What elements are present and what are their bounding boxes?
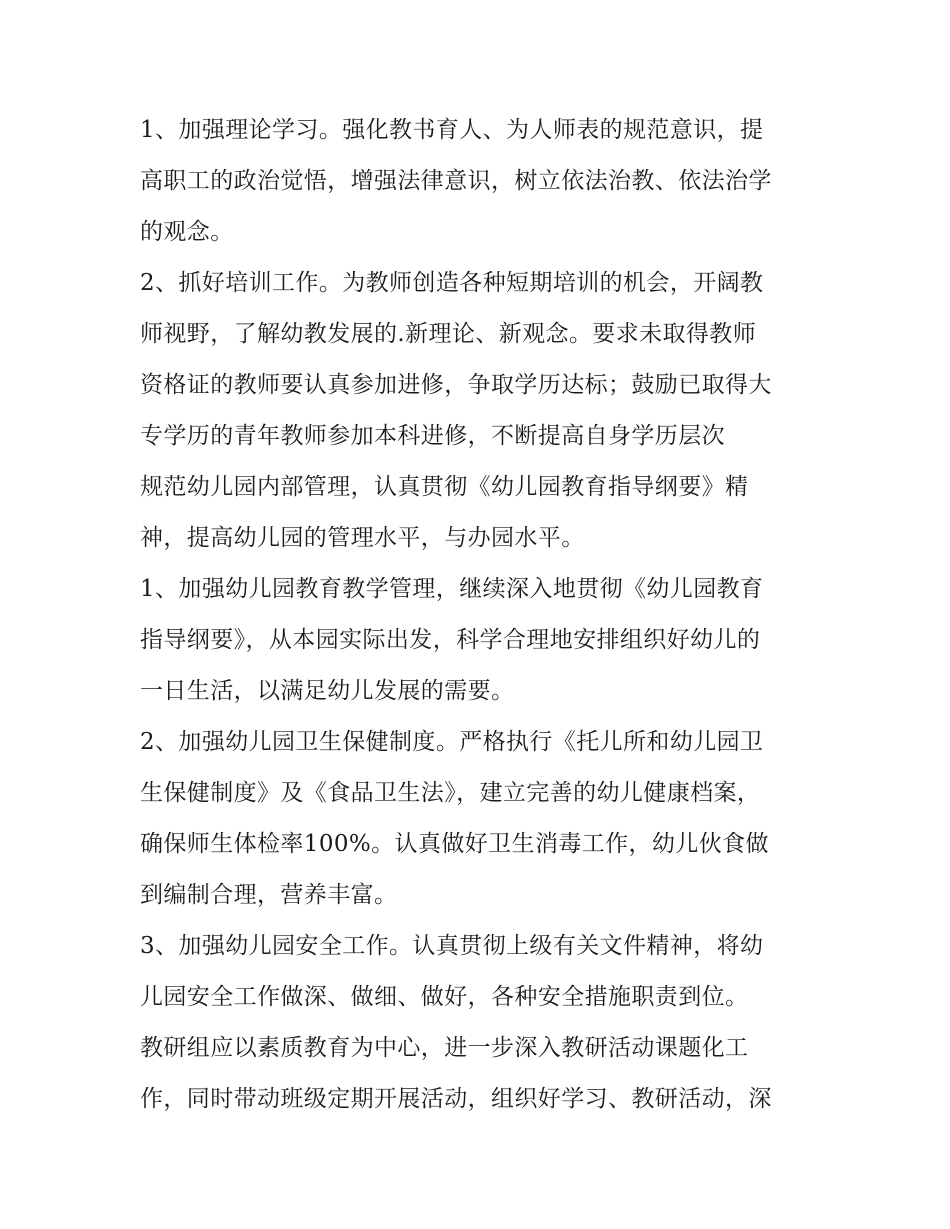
text-line: 儿园安全工作做深、做细、做好，各种安全措施职责到位。 xyxy=(140,984,749,1010)
text-line: 3、加强幼儿园安全工作。认真贯彻上级有关文件精神，将幼 xyxy=(140,933,764,959)
text-line: 资格证的教师要认真参加进修，争取学历达标；鼓励已取得大 xyxy=(140,372,772,398)
document-body xyxy=(140,105,820,1125)
text-line: 生保健制度》及《食品卫生法》，建立完善的幼儿健康档案， xyxy=(140,780,761,806)
text-line: 专学历的青年教师参加本科进修，不断提高自身学历层次 xyxy=(140,423,725,449)
text-line: 师视野，了解幼教发展的.新理论、新观念。要求未取得教师 xyxy=(140,321,757,347)
text-line: 2、加强幼儿园卫生保健制度。严格执行《托儿所和幼儿园卫 xyxy=(140,729,764,755)
text-line: 的观念。 xyxy=(140,219,234,245)
text-line: 规范幼儿园内部管理，认真贯彻《幼儿园教育指导纲要》精 xyxy=(140,474,749,500)
text-line: 教研组应以素质教育为中心，进一步深入教研活动课题化工 xyxy=(140,1035,749,1061)
text-line: 神，提高幼儿园的管理水平，与办园水平。 xyxy=(140,525,585,551)
text-line: 确保师生体检率100%。认真做好卫生消毒工作，幼儿伙食做 xyxy=(140,831,769,857)
text-line: 一日生活，以满足幼儿发展的需要。 xyxy=(140,678,515,704)
text-line: 1、加强理论学习。强化教书育人、为人师表的规范意识，提 xyxy=(140,117,764,143)
text-line: 1、加强幼儿园教育教学管理，继续深入地贯彻《幼儿园教育 xyxy=(140,576,764,602)
text-line: 作，同时带动班级定期开展活动，组织好学习、教研活动，深 xyxy=(140,1086,772,1112)
text-line: 2、抓好培训工作。为教师创造各种短期培训的机会，开阔教 xyxy=(140,270,764,296)
text-line: 到编制合理，营养丰富。 xyxy=(140,882,398,908)
text-line: 高职工的政治觉悟，增强法律意识，树立依法治教、依法治学 xyxy=(140,168,772,194)
text-line: 指导纲要》，从本园实际出发，科学合理地安排组织好幼儿的 xyxy=(140,627,761,653)
